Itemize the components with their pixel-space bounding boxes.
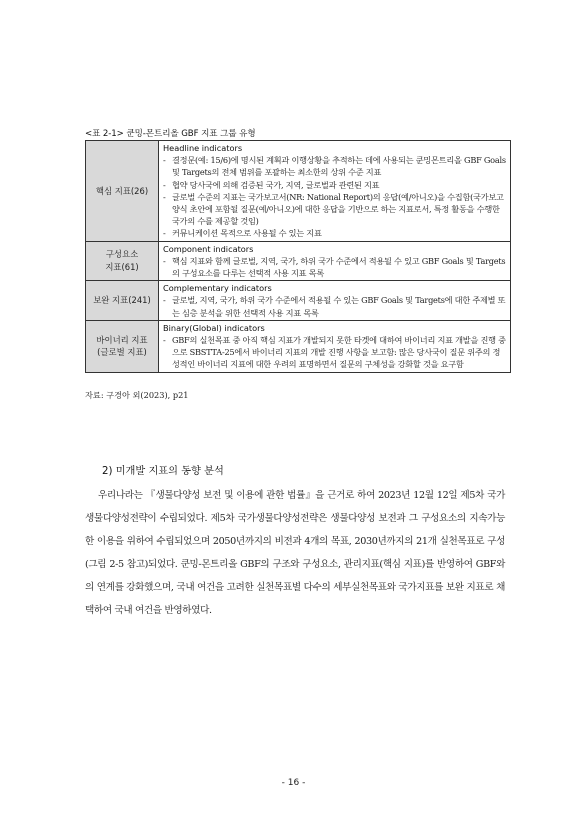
row-label-line: 보완 지표(241) [93,295,151,306]
row-label-line: 바이너리 지표 [96,334,148,345]
table-row [86,281,511,321]
body-paragraph: 우리나라는 『생물다양성 보전 및 이용에 관한 법률』을 근거로 하여 2023년 12월 12일 제5차 국가생물다양성전략이 수립되었다. 제5차 국가생물다양성전략은 생물다양성 보전과 그 구성요소의 지속가능한 이용을 위하여 수립되었으며 2050년까지의 비전과 4개의 목표, 2030년까지의 21개 실천목표로 구성(그림 2-5 참고)되었다. 쿤밍-몬트리올 GBF의 구조와 구성요소, 관리지표(핵심 지표)를 반영하여 GBF와의 연계를 강화했으며, 국내 여건을 고려한 실천목표별 다수의 세부실천목표와 국가지표를 보완 지표로 채택하여 국내 여건을 반영하였다. [85,490,505,617]
table-row [86,241,511,281]
table-row [86,141,511,242]
table-row [86,320,511,372]
row-item: - 핵심 지표와 함께 글로벌, 지역, 국가, 하위 국가 수준에서 적용될 수 있고 GBF Goals 및 Targets의 구성요소를 다루는 선택적 사용 지표 목록 [163,255,506,279]
row-item: - 글로벌, 지역, 국가, 하위 국가 수준에서 적용될 수 있는 GBF Goals 및 Targets에 대한 주제별 또는 심층 분석을 위한 선택적 사용 지표 목록 [163,294,506,318]
page-number: - 16 - [281,778,306,788]
table-source: 자료: 구경아 외(2023), p21 [85,390,189,400]
row-item: - 글로벌 수준의 지표는 국가보고서(NR: National Report)의 응답(예/아니오)을 수집함(국가보고 양식 초안에 포함될 질문(예/아니오)에 대한 응답을 기반으로 하는 지표로서, 특정 활동을 수행한 국가의 수를 제공할 것임) [163,191,506,228]
row-heading: Binary(Global) indicators [163,322,265,333]
section-title: 2) 미개발 지표의 동향 분석 [102,466,224,477]
row-label [86,241,159,281]
row-label-line: 구성요소 [105,249,139,260]
row-item: - GBF의 실천목표 중 아직 핵심 지표가 개발되지 못한 타겟에 대하여 바이너리 지표 개발을 진행 중으로 SBSTTA-25에서 바이너리 지표의 개발 진행 사항을 보고함: 많은 당사국이 질문 위주의 정성적인 바이너리 지표에 대한 우려의 표명하면서 질문의 구체성을 강화할 것을 요구함 [163,334,506,371]
row-item: - 결정문(예: 15/6)에 명시된 계획과 이행상황을 추적하는 데에 사용되는 쿤밍몬트리올 GBF Goals 및 Targets의 전체 범위를 포괄하는 최소한의 상위 수준 지표 [163,154,506,178]
row-content [159,320,511,372]
row-label-line: 핵심 지표(26) [95,185,149,196]
row-heading: Headline indicators [163,143,243,153]
row-label-line: 지표(61) [105,261,139,272]
row-label [86,141,159,242]
row-item: - 커뮤니케이션 목적으로 사용될 수 있는 지표 [163,227,506,239]
row-heading: Component indicators [163,243,254,254]
row-heading: Complementary indicators [163,283,272,294]
row-content [159,241,511,281]
row-content [159,281,511,321]
table-caption: <표 2-1> 쿤밍-몬트리올 GBF 지표 그룹 유형 [85,129,256,139]
row-item: - 협약 당사국에 의해 검증된 국가, 지역, 글로벌과 관련된 지표 [163,179,506,191]
row-content [159,141,511,242]
row-label-line: (글로벌 지표) [97,347,147,358]
row-label [86,320,159,372]
row-label [86,281,159,321]
indicator-table [85,140,511,373]
